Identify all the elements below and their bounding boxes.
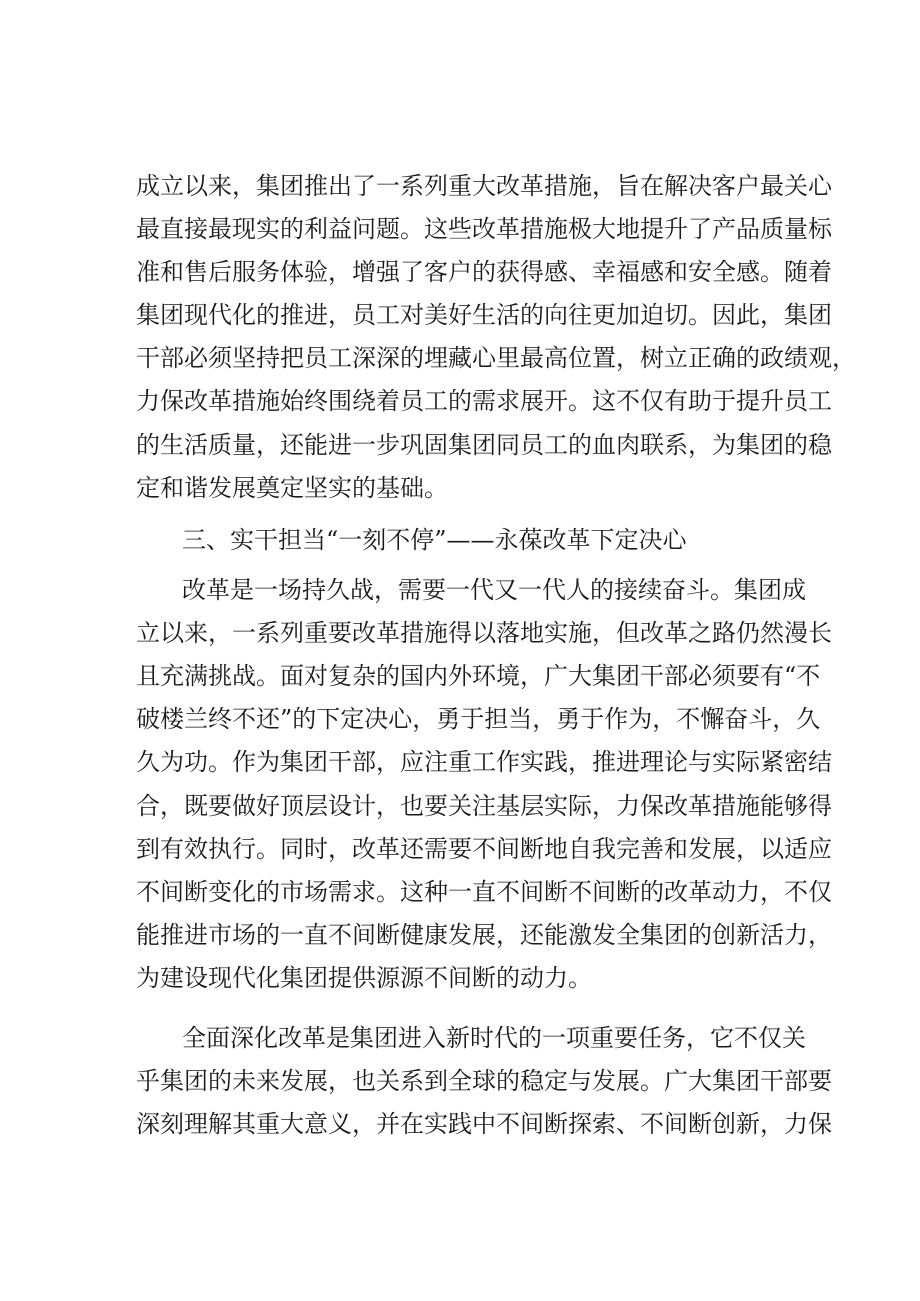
paragraph-1-line-5: 干部必须坚持把员工深深的埋藏心里最高位置，树立正确的政绩观，	[136, 344, 856, 372]
paragraph-2-line-1: 改革是一场持久战，需要一代又一代人的接续奋斗。集团成	[182, 576, 806, 604]
paragraph-1-line-7: 的生活质量，还能进一步巩固集团同员工的血肉联系，为集团的稳	[136, 431, 832, 459]
paragraph-1-line-4: 集团现代化的推进，员工对美好生活的向往更加迫切。因此，集团	[136, 301, 832, 329]
paragraph-1-line-3: 准和售后服务体验，增强了客户的获得感、幸福感和安全感。随着	[136, 258, 832, 286]
paragraph-2-line-3: 且充满挑战。面对复杂的国内外环境，广大集团干部必须要有“不	[136, 662, 821, 690]
paragraph-2-line-2: 立以来，一系列重要改革措施得以落地实施，但改革之路仍然漫长	[136, 619, 832, 647]
paragraph-3-line-1: 全面深化改革是集团进入新时代的一项重要任务，它不仅关	[182, 1024, 806, 1052]
paragraph-3-line-2: 乎集团的未来发展，也关系到全球的稳定与发展。广大集团干部要	[136, 1067, 832, 1095]
paragraph-1-line-2: 最直接最现实的利益问题。这些改革措施极大地提升了产品质量标	[136, 215, 832, 243]
paragraph-2-line-5: 久为功。作为集团干部，应注重工作实践，推进理论与实际紧密结	[136, 748, 832, 776]
paragraph-1-line-8: 定和谐发展奠定坚实的基础。	[136, 474, 448, 502]
paragraph-2-line-4: 破楼兰终不还”的下定决心，勇于担当，勇于作为，不懈奋斗，久	[136, 705, 821, 733]
paragraph-1-line-6: 力保改革措施始终围绕着员工的需求展开。这不仅有助于提升员工	[136, 387, 832, 415]
paragraph-1-line-1: 成立以来，集团推出了一系列重大改革措施，旨在解决客户最关心	[136, 172, 832, 200]
paragraph-2-line-8: 不间断变化的市场需求。这种一直不间断不间断的改革动力，不仅	[136, 878, 832, 906]
paragraph-2-line-10: 为建设现代化集团提供源源不间断的动力。	[136, 964, 592, 992]
section-heading: 三、实干担当“一刻不停”——永葆改革下定决心	[182, 526, 687, 554]
paragraph-2-line-6: 合，既要做好顶层设计，也要关注基层实际，力保改革措施能够得	[136, 792, 832, 820]
paragraph-2-line-9: 能推进市场的一直不间断健康发展，还能激发全集团的创新活力，	[136, 921, 832, 949]
paragraph-2-line-7: 到有效执行。同时，改革还需要不间断地自我完善和发展，以适应	[136, 835, 832, 863]
paragraph-3-line-3: 深刻理解其重大意义，并在实践中不间断探索、不间断创新，力保	[136, 1110, 832, 1138]
